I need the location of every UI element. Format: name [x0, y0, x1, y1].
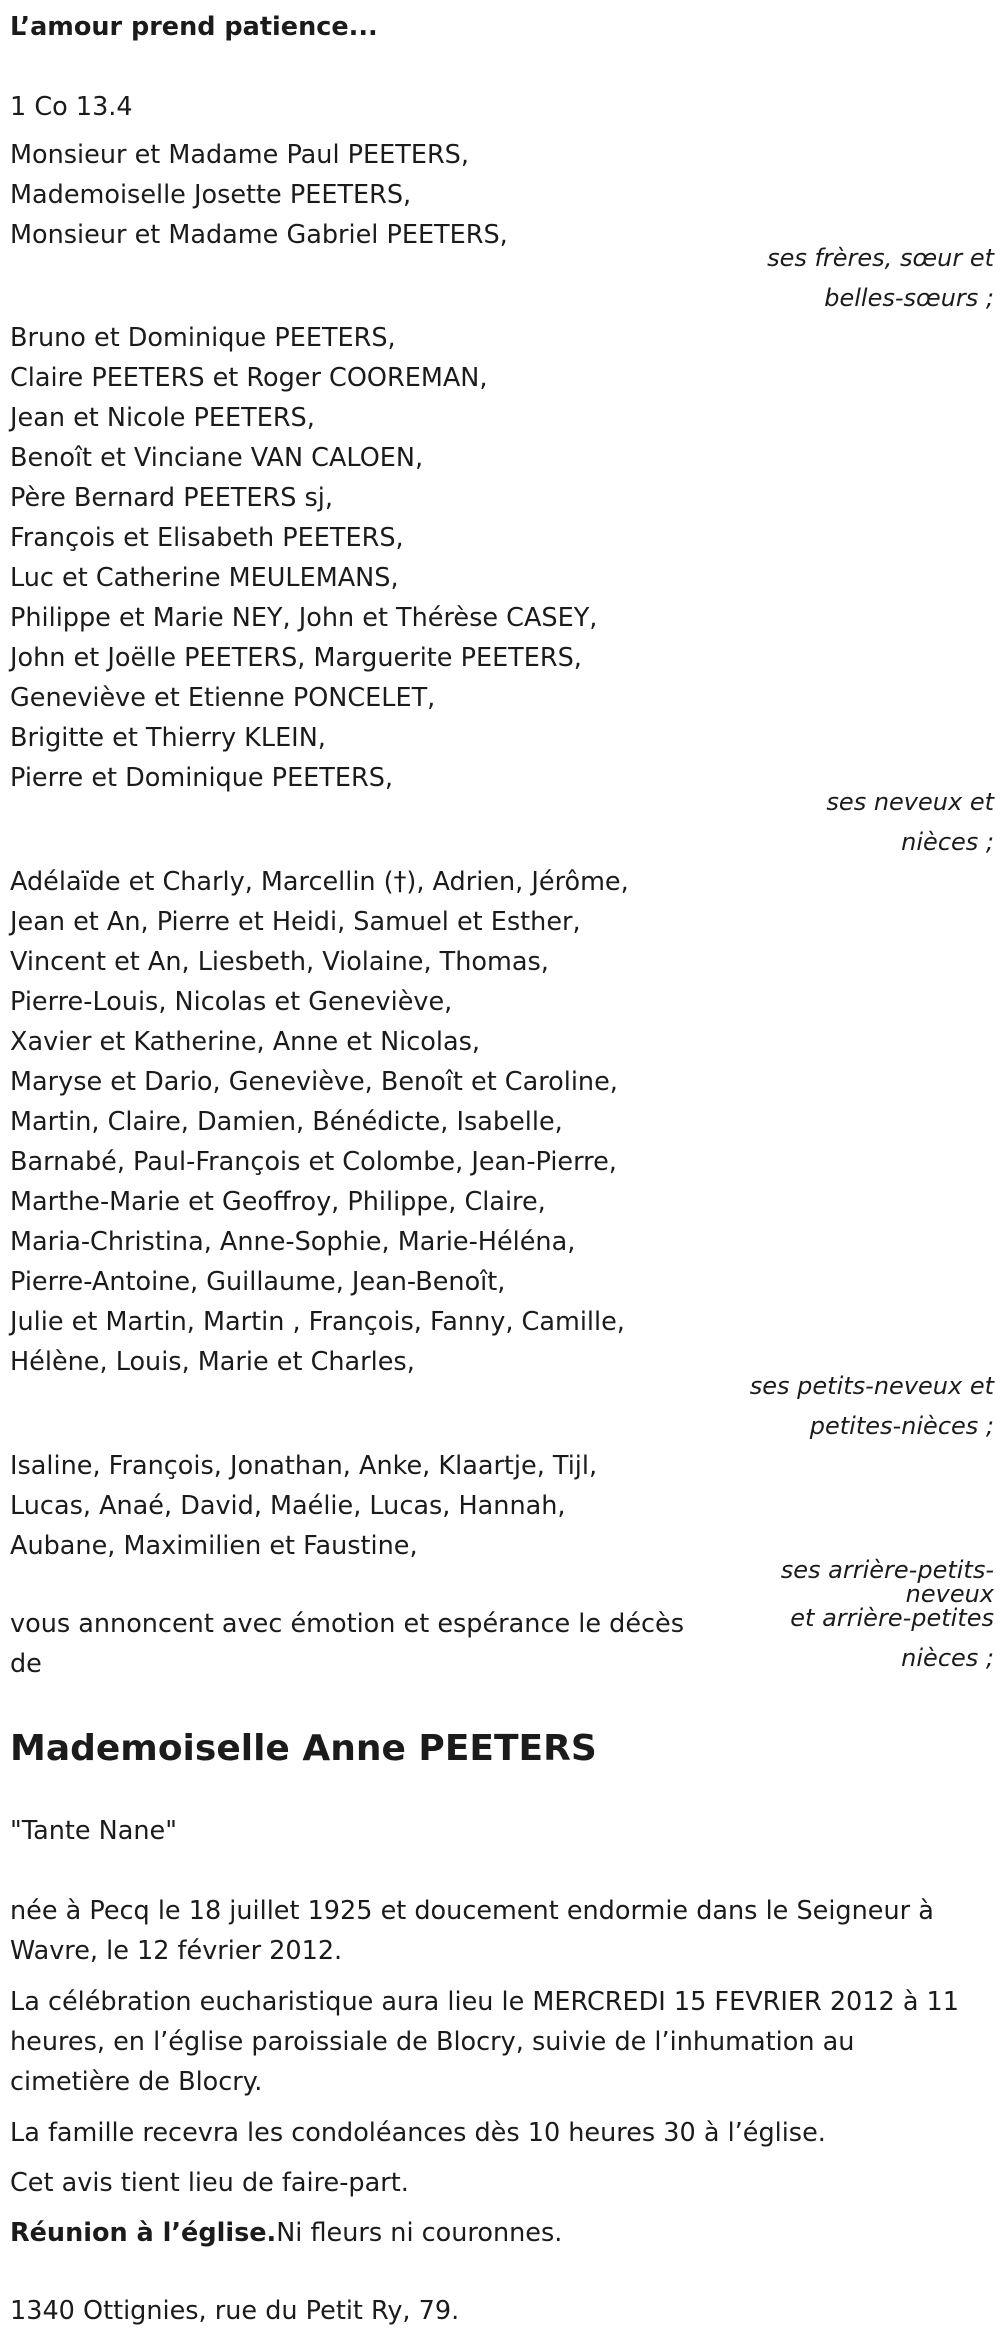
- birth-death-info: née à Pecq le 18 juillet 1925 et doucement endormie dans le Seigneur à Wavre, le 12 février 2012.: [10, 1896, 934, 1966]
- reunion-label: Réunion à l’église.: [10, 2218, 277, 2248]
- nephews-name: Benoît et Vinciane VAN CALOEN,: [10, 443, 424, 473]
- nephews-name: Geneviève et Etienne PONCELET,: [10, 683, 436, 713]
- notice-info: Cet avis tient lieu de faire-part.: [10, 2168, 409, 2198]
- grandnephews-name: Barnabé, Paul-François et Colombe, Jean-Pierre,: [10, 1147, 617, 1177]
- grandnephews-name: Hélène, Louis, Marie et Charles,: [10, 1347, 415, 1377]
- grandnephews-name: Marthe-Marie et Geoffroy, Philippe, Claire,: [10, 1187, 546, 1217]
- condolences-info: La famille recevra les condoléances dès 10 heures 30 à l’église.: [10, 2118, 826, 2148]
- greatgrandnephews-name: Aubane, Maximilien et Faustine,: [10, 1531, 418, 1561]
- siblings-name: Monsieur et Madame Gabriel PEETERS,: [10, 220, 508, 250]
- nephews-name: Claire PEETERS et Roger COOREMAN,: [10, 363, 488, 393]
- ceremony-info: La célébration eucharistique aura lieu le MERCREDI 15 FEVRIER 2012 à 11 heures, en l’église paroissiale de Blocry, suivie de l’inhumation au cimetière de Blocry.: [10, 1987, 960, 2097]
- deceased-nickname: "Tante Nane": [10, 1816, 177, 1846]
- nephews-name: Père Bernard PEETERS sj,: [10, 483, 333, 513]
- nephews-name: Jean et Nicole PEETERS,: [10, 403, 315, 433]
- nephews-name: Philippe et Marie NEY, John et Thérèse CASEY,: [10, 603, 598, 633]
- grandnephews-name: Jean et An, Pierre et Heidi, Samuel et Esther,: [10, 907, 581, 937]
- grandnephews-role: ses petits-neveux et petites-nièces ;: [749, 1372, 994, 1440]
- nephews-role: ses neveux et nièces ;: [826, 788, 994, 856]
- grandnephews-name: Xavier et Katherine, Anne et Nicolas,: [10, 1027, 480, 1057]
- siblings-role: ses frères, sœur et belles-sœurs ;: [767, 244, 994, 312]
- siblings-list: [10, 135, 508, 255]
- bible-reference: 1 Co 13.4: [10, 92, 133, 122]
- greatgrandnephews-list: [10, 1446, 597, 1566]
- nephews-name: Bruno et Dominique PEETERS,: [10, 323, 396, 353]
- siblings-name: Mademoiselle Josette PEETERS,: [10, 180, 412, 210]
- quote: L’amour prend patience...: [10, 12, 378, 42]
- grandnephews-name: Maryse et Dario, Geneviève, Benoît et Caroline,: [10, 1067, 618, 1097]
- grandnephews-name: Maria-Christina, Anne-Sophie, Marie-Héléna,: [10, 1227, 576, 1257]
- greatgrandnephews-name: Lucas, Anaé, David, Maélie, Lucas, Hannah,: [10, 1491, 566, 1521]
- nephews-name: François et Elisabeth PEETERS,: [10, 523, 404, 553]
- reunion-info: [10, 2213, 562, 2253]
- nephews-name: Pierre et Dominique PEETERS,: [10, 763, 393, 793]
- greatgrandnephews-role: ses arrière-petits- neveux et arrière-petites nièces ;: [780, 1556, 994, 1672]
- address: 1340 Ottignies, rue du Petit Ry, 79.: [10, 2296, 460, 2326]
- grandnephews-name: Adélaïde et Charly, Marcellin (†), Adrien, Jérôme,: [10, 867, 629, 897]
- reunion-text: Ni fleurs ni couronnes.: [276, 2218, 563, 2248]
- greatgrandnephews-name: Isaline, François, Jonathan, Anke, Klaartje, Tijl,: [10, 1451, 598, 1481]
- grandnephews-name: Martin, Claire, Damien, Bénédicte, Isabelle,: [10, 1107, 563, 1137]
- nephews-name: Brigitte et Thierry KLEIN,: [10, 723, 326, 753]
- deceased-name: Mademoiselle Anne PEETERS: [10, 1728, 597, 1769]
- nephews-name: Luc et Catherine MEULEMANS,: [10, 563, 399, 593]
- grandnephews-list: [10, 862, 629, 1382]
- grandnephews-name: Pierre-Louis, Nicolas et Geneviève,: [10, 987, 453, 1017]
- grandnephews-name: Vincent et An, Liesbeth, Violaine, Thomas,: [10, 947, 549, 977]
- grandnephews-name: Julie et Martin, Martin , François, Fanny, Camille,: [10, 1307, 625, 1337]
- nephews-list: [10, 318, 597, 798]
- announcement: vous annoncent avec émotion et espérance le décès de: [10, 1609, 685, 1679]
- siblings-name: Monsieur et Madame Paul PEETERS,: [10, 140, 469, 170]
- grandnephews-name: Pierre-Antoine, Guillaume, Jean-Benoît,: [10, 1267, 506, 1297]
- nephews-name: John et Joëlle PEETERS, Marguerite PEETERS,: [10, 643, 582, 673]
